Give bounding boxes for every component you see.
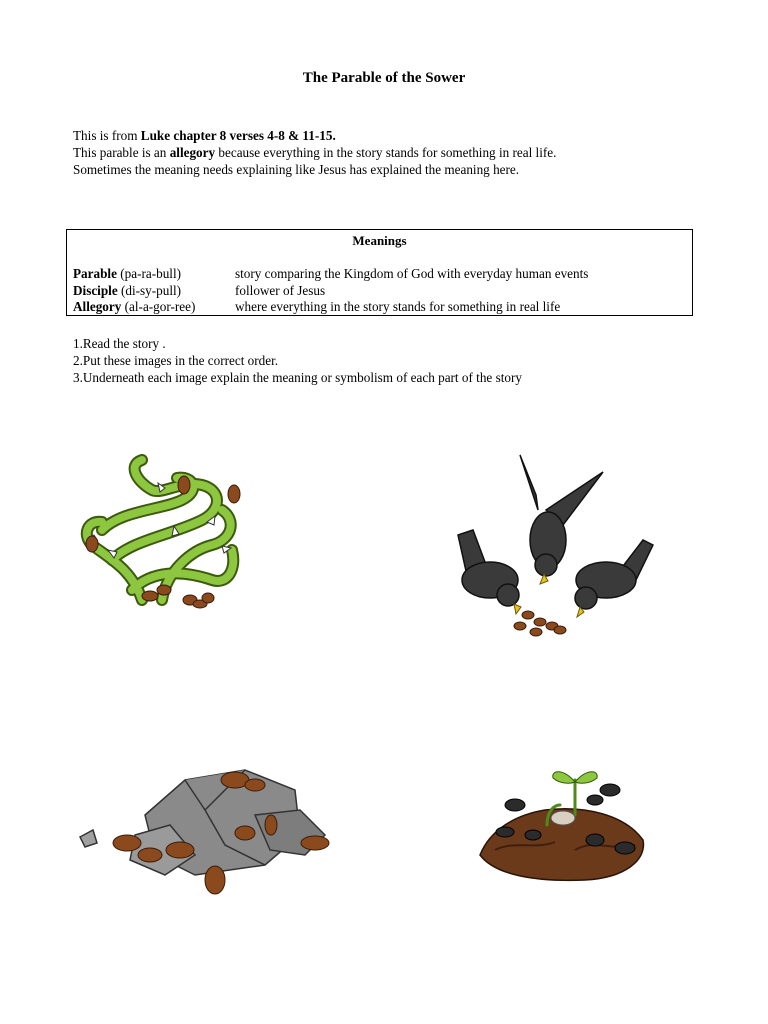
- intro-line-3: Sometimes the meaning needs explaining like Jesus has explained the meaning here.: [73, 162, 520, 177]
- meaning-pronunciation: (di-sy-pull): [117, 283, 182, 298]
- meanings-heading: Meanings: [352, 233, 407, 248]
- thorns-illustration: [72, 450, 252, 615]
- good-soil-illustration: [475, 760, 650, 885]
- meaning-row-allegory: [73, 299, 560, 315]
- meaning-pronunciation: (pa-ra-bull): [116, 266, 182, 281]
- instruction-step: 3.Underneath each image explain the meaning or symbolism of each part of the story: [73, 370, 522, 385]
- rocks-illustration: [75, 755, 345, 900]
- meaning-definition: follower of Jesus: [235, 283, 326, 298]
- meaning-definition: story comparing the Kingdom of God with everyday human events: [235, 266, 589, 281]
- meaning-definition: where everything in the story stands for something in real life: [235, 299, 561, 314]
- allegory-term: allegory: [169, 145, 216, 160]
- meaning-row-disciple: [73, 283, 325, 299]
- meanings-box: [66, 229, 693, 316]
- intro-line-1: This is from Luke chapter 8 verses 4-8 & 11-15.: [73, 128, 336, 143]
- intro-line-2: This parable is an allegory because everything in the story stands for something in real life.: [73, 145, 557, 160]
- meaning-term: Parable: [73, 266, 117, 281]
- instruction-step: 2.Put these images in the correct order.: [73, 353, 279, 368]
- meaning-pronunciation: (al-a-gor-ree): [121, 299, 196, 314]
- meaning-term: Disciple: [73, 283, 118, 298]
- instruction-step: 1.Read the story .: [73, 336, 166, 351]
- scripture-reference: Luke chapter 8 verses 4-8 & 11-15.: [140, 128, 336, 143]
- meaning-term: Allegory: [73, 299, 122, 314]
- instructions-list: [73, 335, 713, 386]
- intro-text: [73, 127, 713, 178]
- meaning-row-parable: [73, 266, 588, 282]
- birds-illustration: [448, 450, 668, 645]
- page-title: The Parable of the Sower: [302, 70, 466, 86]
